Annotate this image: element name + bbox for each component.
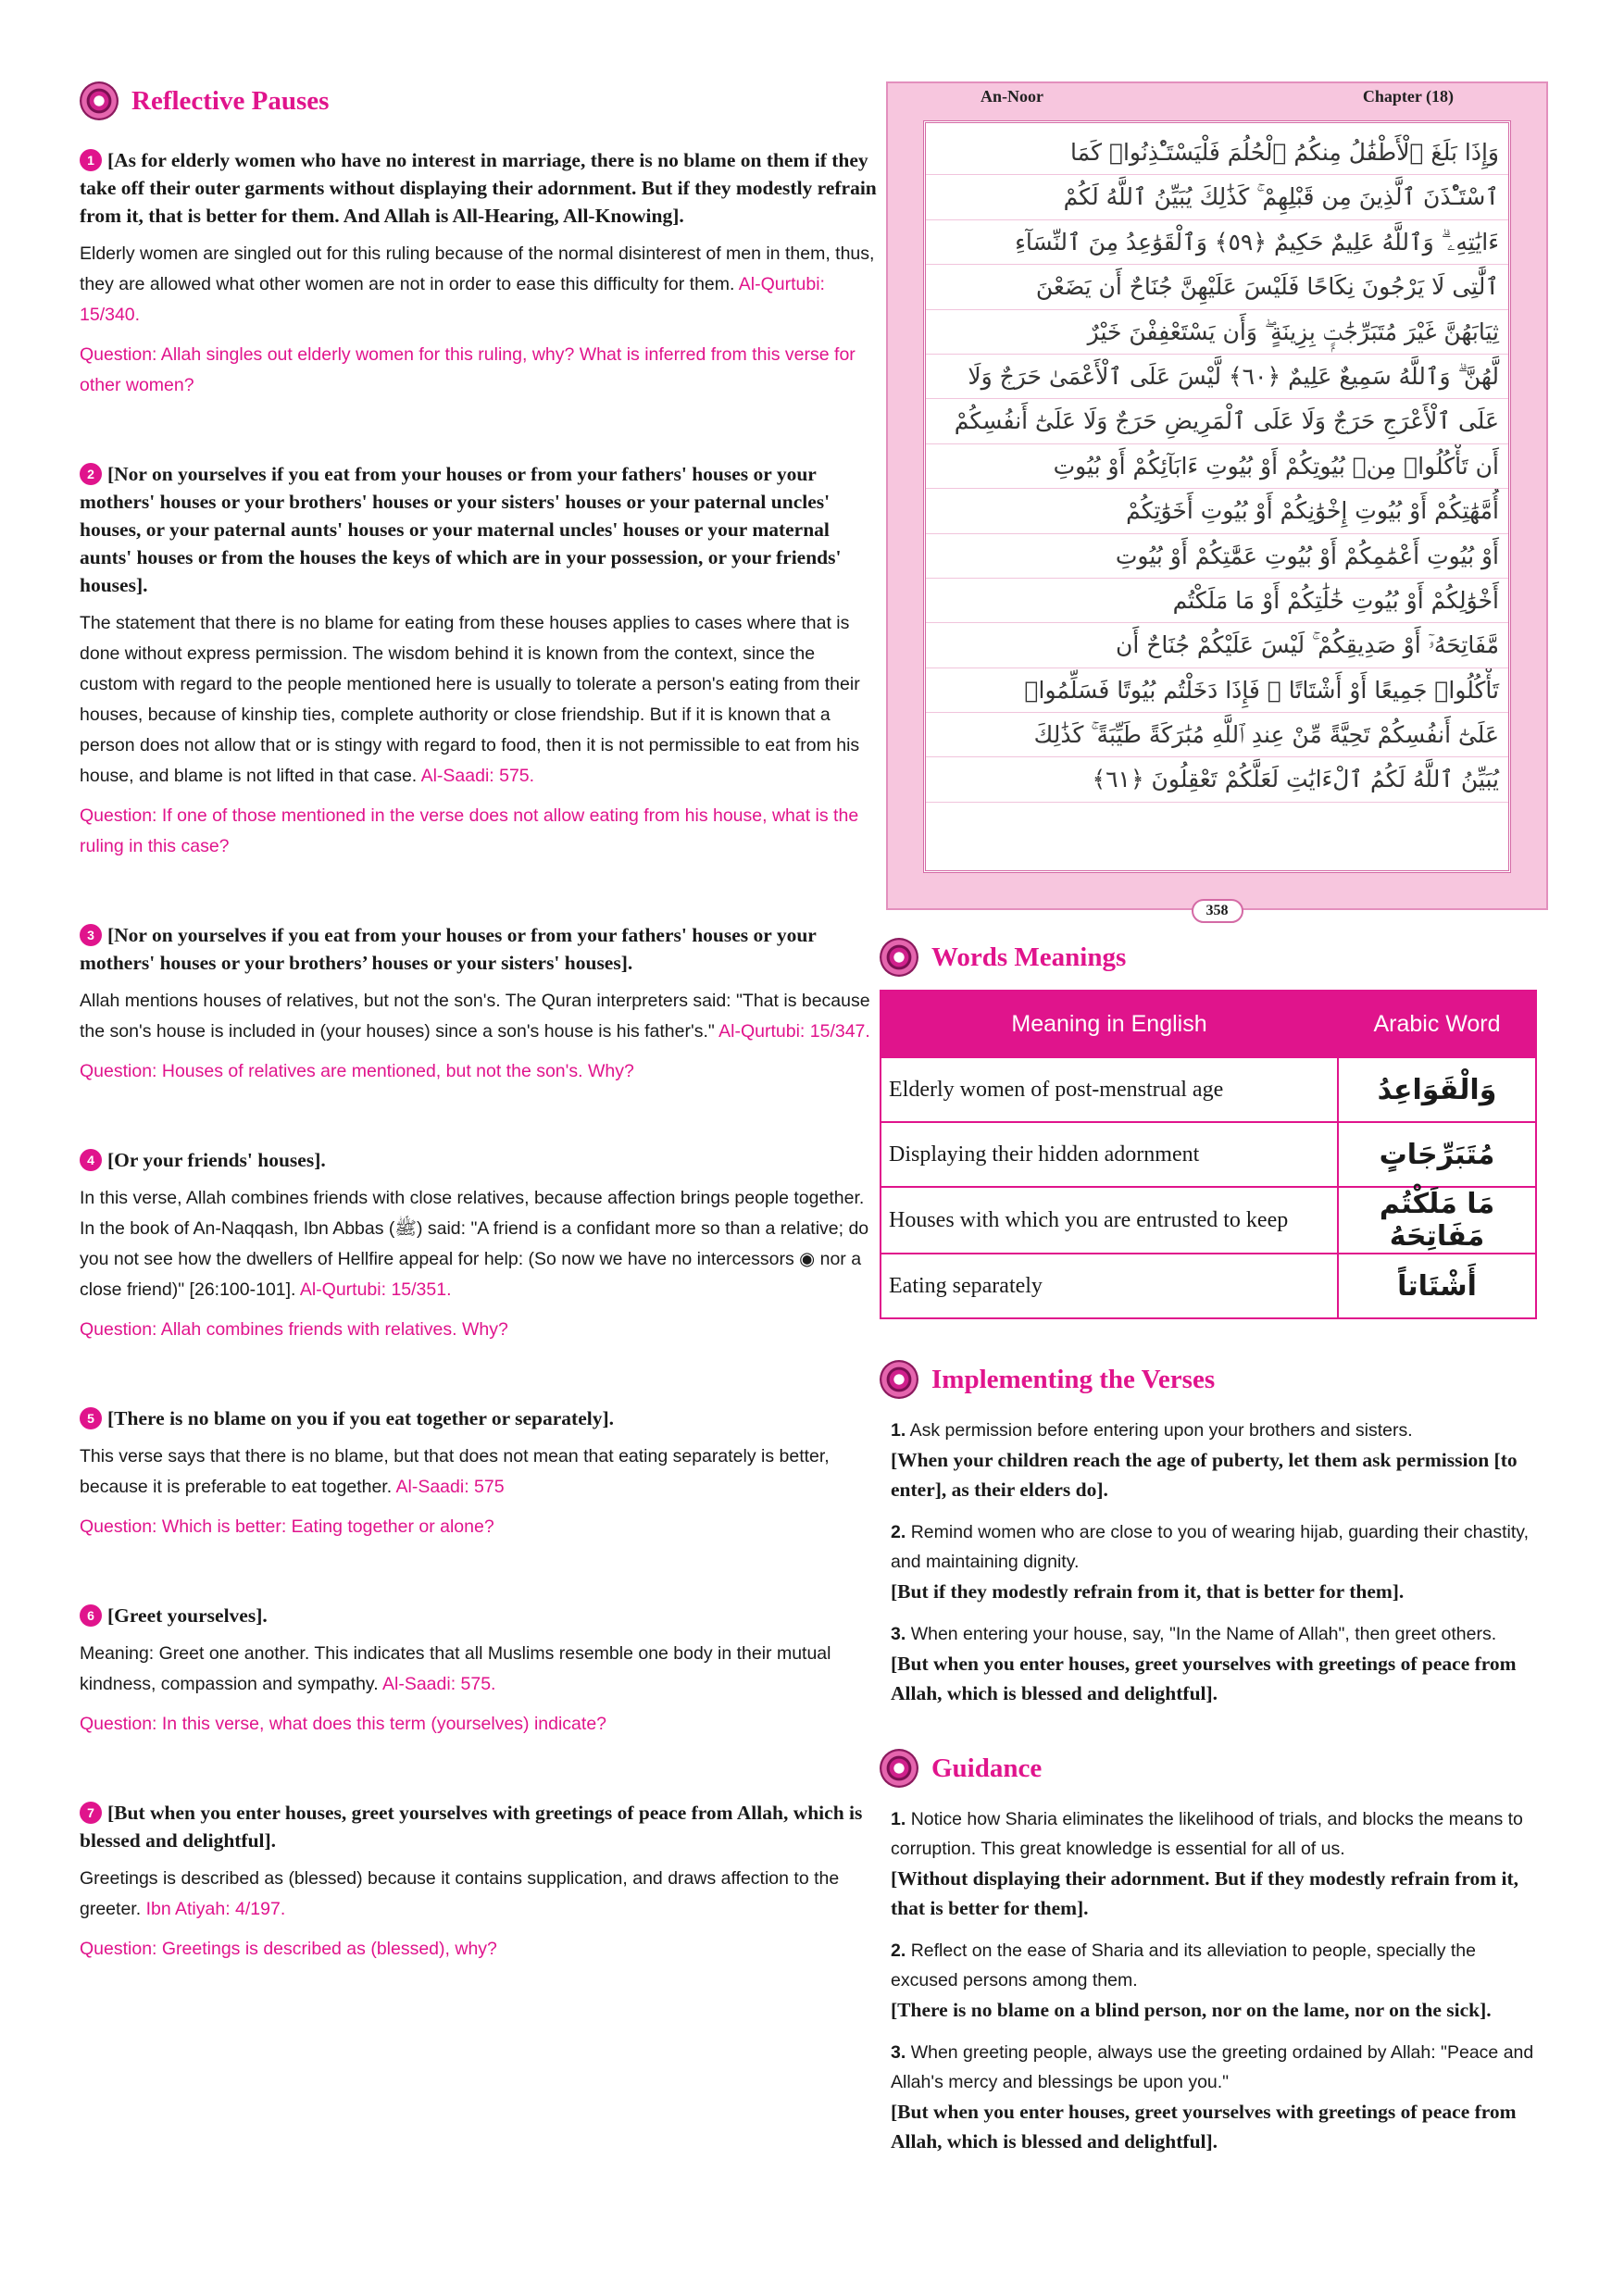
pause-question: Question: In this verse, what does this term (yourselves) indicate? xyxy=(80,1714,607,1734)
section-title: Implementing the Verses xyxy=(931,1364,1216,1394)
pause-body xyxy=(80,239,878,331)
item-text-content: When greeting people, always use the greeting ordained by Allah: "Peace and Allah's mercy and blessings be upon you." xyxy=(891,2042,1534,2092)
guidance-list xyxy=(880,1804,1546,2156)
pause-item xyxy=(80,1602,878,1740)
ayah-line: مَّفَاتِحَهُۥٓ أَوْ صَدِيقِكُمْ ۚ لَيْسَ عَلَيْكُمْ جُنَاحٌ أَن xyxy=(926,623,1508,668)
table-row xyxy=(881,1254,1536,1318)
section-title: Reflective Pauses xyxy=(131,85,330,116)
reference: Al-Qurtubi: 15/347. xyxy=(718,1021,870,1042)
item-text xyxy=(891,1936,1546,1995)
ayah-line: ثِيَابَهُنَّ غَيْرَ مُتَبَرِّجَٰتٍۭ بِزِينَةٍ ۖ وَأَن يَسْتَعْفِفْنَ خَيْرٌ xyxy=(926,310,1508,355)
ayah-line: أَخْوَٰلِكُمْ أَوْ بُيُوتِ خَٰلَٰتِكُمْ أَوْ مَا مَلَكْتُم xyxy=(926,579,1508,623)
body-text-content: Greetings is described as (blessed) because it contains supplication, and draws affection to the greeter. xyxy=(80,1868,840,1919)
mushaf-page xyxy=(886,81,1548,918)
verse-text: [Nor on yourselves if you eat from your houses or from your fathers' houses or your mothers' houses or your brothers' houses or your sisters' houses or your paternal uncles' houses, or your paternal aunts' houses or your maternal uncles' houses or your maternal aunts' houses or from the houses the keys of which are in your possession, or your friends' houses]. xyxy=(80,463,842,596)
list-item xyxy=(891,1619,1546,1708)
ayah-line: تَأْكُلُوا۟ جَمِيعًا أَوْ أَشْتَاتًا ۚ فَإِذَا دَخَلْتُم بُيُوتًا فَسَلِّمُوا۟ xyxy=(926,668,1508,713)
pause-item xyxy=(80,1799,878,1965)
arabic-cell: أَشْتَاتاً xyxy=(1338,1254,1536,1318)
meaning-cell: Displaying their hidden adornment xyxy=(881,1122,1338,1187)
pause-number: 5 xyxy=(80,1407,102,1429)
arabic-cell: وَالْقَوَاعِدُ xyxy=(1338,1057,1536,1122)
pause-item xyxy=(80,146,878,401)
pause-verse xyxy=(80,1146,878,1174)
list-item xyxy=(891,1416,1546,1504)
list-item xyxy=(891,2038,1546,2156)
body-text-content: This verse says that there is no blame, but that does not mean that eating separately is better, because it is preferable to eat together. xyxy=(80,1446,830,1497)
item-text xyxy=(891,1416,1546,1445)
verse-text: [Or your friends' houses]. xyxy=(107,1149,326,1171)
item-text-content: Reflect on the ease of Sharia and its alleviation to people, specially the excused persons among them. xyxy=(891,1940,1476,1990)
pause-item xyxy=(80,1146,878,1345)
surah-name: An-Noor xyxy=(981,87,1043,106)
ayah-line: ٱسْتَـْٔذَنَ ٱلَّذِينَ مِن قَبْلِهِمْ ۚ كَذَٰلِكَ يُبَيِّنُ ٱللَّهُ لَكُمْ xyxy=(926,175,1508,219)
body-text-content: The statement that there is no blame for eating from these houses applies to cases where that is done without express permission. The wisdom behind it is known from the context, since the custom with regard to the people mentioned here is usually to tolerate a person's eating from their houses, because of kinship ties, complete authority or close friendship. But if it is known that a person does not allow that or is stingy with regard to food, then it is not permissible to eat from his house, and blame is not lifted in that case. xyxy=(80,613,860,786)
reflective-pauses-section xyxy=(80,81,878,2024)
body-text-content: In this verse, Allah combines friends with close relatives, because affection brings people together. In the book of An-Naqqash, Ibn Abbas (ﷺ) said: "A friend is a confidant more so than a relative; do you not see how the dwellers of Hellfire appeal for help: (So now we have no intercessors ◉ nor a close friend)" [26:100-101]. xyxy=(80,1188,869,1300)
col-meaning: Meaning in English xyxy=(881,991,1338,1057)
item-text-content: Remind women who are close to you of wearing hijab, guarding their chastity, and maintaining dignity. xyxy=(891,1522,1530,1572)
ayah-line: عَلَىٰٓ أَنفُسِكُمْ تَحِيَّةً مِّنْ عِندِ ٱللَّهِ مُبَٰرَكَةً طَيِّبَةً ۚ كَذَٰلِكَ xyxy=(926,713,1508,757)
item-text-content: Notice how Sharia eliminates the likelihood of trials, and blocks the means to corruption. This great knowledge is essential for all of us. xyxy=(891,1809,1523,1859)
ayat-lines xyxy=(926,123,1508,803)
ayah-line: ٱلَّٰتِى لَا يَرْجُونَ نِكَاحًا فَلَيْسَ عَلَيْهِنَّ جُنَاحٌ أَن يَضَعْنَ xyxy=(926,265,1508,309)
meaning-cell: Elderly women of post-menstrual age xyxy=(881,1057,1338,1122)
item-text xyxy=(891,1619,1546,1649)
pause-item xyxy=(80,460,878,862)
pause-verse xyxy=(80,460,878,599)
verse-text: [There is no blame on you if you eat together or separately]. xyxy=(107,1407,615,1429)
pause-body xyxy=(80,1864,878,1925)
pause-number: 1 xyxy=(80,149,102,171)
ayah-line: أَن تَأْكُلُوا۟ مِنۢ بُيُوتِكُمْ أَوْ بُيُوتِ ءَابَآئِكُمْ أَوْ بُيُوتِ xyxy=(926,444,1508,489)
guidance-header xyxy=(880,1749,1546,1788)
arabic-cell: مُتَبَرِّجَاتٍ xyxy=(1338,1122,1536,1187)
chapter-label: Chapter (18) xyxy=(1362,87,1454,106)
pauses-list xyxy=(80,146,878,1965)
ayah-line: وَإِذَا بَلَغَ ٱلْأَطْفَٰلُ مِنكُمُ ٱلْحُلُمَ فَلْيَسْتَـْٔذِنُوا۟ كَمَا xyxy=(926,131,1508,175)
body-text-content: Meaning: Greet one another. This indicates that all Muslims resemble one body in their mutual kindness, compassion and sympathy. xyxy=(80,1643,831,1694)
pause-body xyxy=(80,1441,878,1503)
pause-verse xyxy=(80,146,878,230)
meaning-cell: Eating separately xyxy=(881,1254,1338,1318)
item-verse: [But if they modestly refrain from it, that is better for them]. xyxy=(891,1580,1405,1603)
section-header xyxy=(80,81,878,120)
item-number: 3. xyxy=(891,1624,906,1644)
pause-body xyxy=(80,1183,878,1305)
pause-number: 7 xyxy=(80,1802,102,1824)
pause-body xyxy=(80,986,878,1047)
item-number: 2. xyxy=(891,1522,906,1542)
reference: Ibn Atiyah: 4/197. xyxy=(145,1899,286,1919)
item-text xyxy=(891,2038,1546,2097)
pause-question: Question: Allah singles out elderly women for this ruling, why? What is inferred from this verse for other women? xyxy=(80,344,856,395)
pause-number: 6 xyxy=(80,1604,102,1627)
pause-question: Question: Greetings is described as (blessed), why? xyxy=(80,1939,497,1959)
pause-question: Question: Allah combines friends with relatives. Why? xyxy=(80,1319,508,1340)
rosette-icon xyxy=(880,1360,918,1399)
item-number: 2. xyxy=(891,1940,906,1961)
reference: Al-Saadi: 575. xyxy=(420,766,535,786)
list-item xyxy=(891,1804,1546,1923)
item-verse: [When your children reach the age of puberty, let them ask permission [to enter], as their elders do]. xyxy=(891,1449,1518,1501)
ayah-line: يُبَيِّنُ ٱللَّهُ لَكُمُ ٱلْءَايَٰتِ لَعَلَّكُمْ تَعْقِلُونَ ﴿٦١﴾ xyxy=(926,757,1508,802)
table-row xyxy=(881,1122,1536,1187)
item-text-content: Ask permission before entering upon your brothers and sisters. xyxy=(909,1420,1413,1441)
list-item xyxy=(891,1936,1546,2025)
right-column xyxy=(880,81,1546,2169)
arabic-cell: مَا مَلَكْتُم مَفَاتِحَهُ xyxy=(1338,1187,1536,1254)
pause-body xyxy=(80,608,878,792)
verse-text: [Greet yourselves]. xyxy=(107,1604,268,1627)
pause-question: Question: Houses of relatives are mentioned, but not the son's. Why? xyxy=(80,1061,634,1081)
table-row xyxy=(881,1057,1536,1122)
pause-verse xyxy=(80,1602,878,1629)
body-text-content: Allah mentions houses of relatives, but not the son's. The Quran interpreters said: "That is because the son's house is included in (your houses) since a son's house is his father's." xyxy=(80,991,870,1042)
verse-text: [Nor on yourselves if you eat from your houses or from your fathers' houses or your mothers' houses or your brothers’ houses or your sisters' houses]. xyxy=(80,924,817,974)
words-header xyxy=(880,938,1546,977)
ayat-frame xyxy=(923,120,1511,873)
pause-question: Question: If one of those mentioned in the verse does not allow eating from his house, what is the ruling in this case? xyxy=(80,805,859,856)
item-text xyxy=(891,1517,1546,1577)
item-verse: [But when you enter houses, greet yourselves with greetings of peace from Allah, which is blessed and delightful]. xyxy=(891,1653,1517,1704)
implementing-list xyxy=(880,1416,1546,1708)
ayah-line: عَلَى ٱلْأَعْرَجِ حَرَجٌ وَلَا عَلَى ٱلْمَرِيضِ حَرَجٌ وَلَا عَلَىٰٓ أَنفُسِكُمْ xyxy=(926,399,1508,443)
reference: Al-Qurtubi: 15/340. xyxy=(80,274,825,325)
item-number: 3. xyxy=(891,2042,906,2063)
section-title: Words Meanings xyxy=(931,942,1127,972)
reference: Al-Qurtubi: 15/351. xyxy=(299,1279,452,1300)
pause-number: 3 xyxy=(80,924,102,946)
list-item xyxy=(891,1517,1546,1606)
item-text-content: When entering your house, say, "In the Name of Allah", then greet others. xyxy=(910,1624,1497,1644)
pause-number: 4 xyxy=(80,1149,102,1171)
reference: Al-Saadi: 575. xyxy=(381,1674,496,1694)
item-verse: [There is no blame on a blind person, nor on the lame, nor on the sick]. xyxy=(891,1999,1492,2021)
item-number: 1. xyxy=(891,1420,906,1441)
body-text-content: Elderly women are singled out for this ruling because of the normal disinterest of men in them, thus, they are allowed what other women are not in order to ease this difficulty for them. xyxy=(80,243,875,294)
section-title: Guidance xyxy=(931,1753,1043,1783)
pause-item xyxy=(80,1404,878,1542)
pause-verse xyxy=(80,1799,878,1854)
table-row xyxy=(881,1187,1536,1254)
item-text xyxy=(891,1804,1546,1864)
ayah-line: أُمَّهَٰتِكُمْ أَوْ بُيُوتِ إِخْوَٰنِكُمْ أَوْ بُيُوتِ أَخَوَٰتِكُمْ xyxy=(926,489,1508,533)
pause-verse xyxy=(80,1404,878,1432)
verse-text: [As for elderly women who have no interest in marriage, there is no blame on them if they take off their outer garments without displaying their adornment. But if they modestly refrain from it, that is better for them. And Allah is All-Hearing, All-Knowing]. xyxy=(80,149,877,227)
implementing-header xyxy=(880,1360,1546,1399)
ayah-line: أَوْ بُيُوتِ أَعْمَٰمِكُمْ أَوْ بُيُوتِ عَمَّٰتِكُمْ أَوْ بُيُوتِ xyxy=(926,534,1508,579)
rosette-icon xyxy=(880,1749,918,1788)
rosette-icon xyxy=(880,938,918,977)
pause-number: 2 xyxy=(80,463,102,485)
verse-text: [But when you enter houses, greet yourselves with greetings of peace from Allah, which is blessed and delightful]. xyxy=(80,1802,863,1852)
meaning-cell: Houses with which you are entrusted to keep xyxy=(881,1187,1338,1254)
reference: Al-Saadi: 575 xyxy=(395,1477,505,1497)
pause-verse xyxy=(80,921,878,977)
col-arabic: Arabic Word xyxy=(1338,991,1536,1057)
item-verse: [Without displaying their adornment. But if they modestly refrain from it, that is better for them]. xyxy=(891,1867,1519,1919)
page-number: 358 xyxy=(1192,899,1243,923)
item-verse: [But when you enter houses, greet yourselves with greetings of peace from Allah, which is blessed and delightful]. xyxy=(891,2101,1517,2152)
pause-body xyxy=(80,1639,878,1700)
ayah-line: ءَايَٰتِهِۦ ۗ وَٱللَّهُ عَلِيمٌ حَكِيمٌ ﴿٥٩﴾ وَٱلْقَوَٰعِدُ مِنَ ٱلنِّسَآءِ xyxy=(926,220,1508,265)
words-table xyxy=(880,990,1537,1319)
pause-item xyxy=(80,921,878,1087)
pause-question: Question: Which is better: Eating together or alone? xyxy=(80,1516,494,1537)
ayah-line: لَّهُنَّ ۗ وَٱللَّهُ سَمِيعٌ عَلِيمٌ ﴿٦٠﴾ لَّيْسَ عَلَى ٱلْأَعْمَىٰ حَرَجٌ وَلَا xyxy=(926,355,1508,399)
item-number: 1. xyxy=(891,1809,906,1829)
rosette-icon xyxy=(80,81,119,120)
